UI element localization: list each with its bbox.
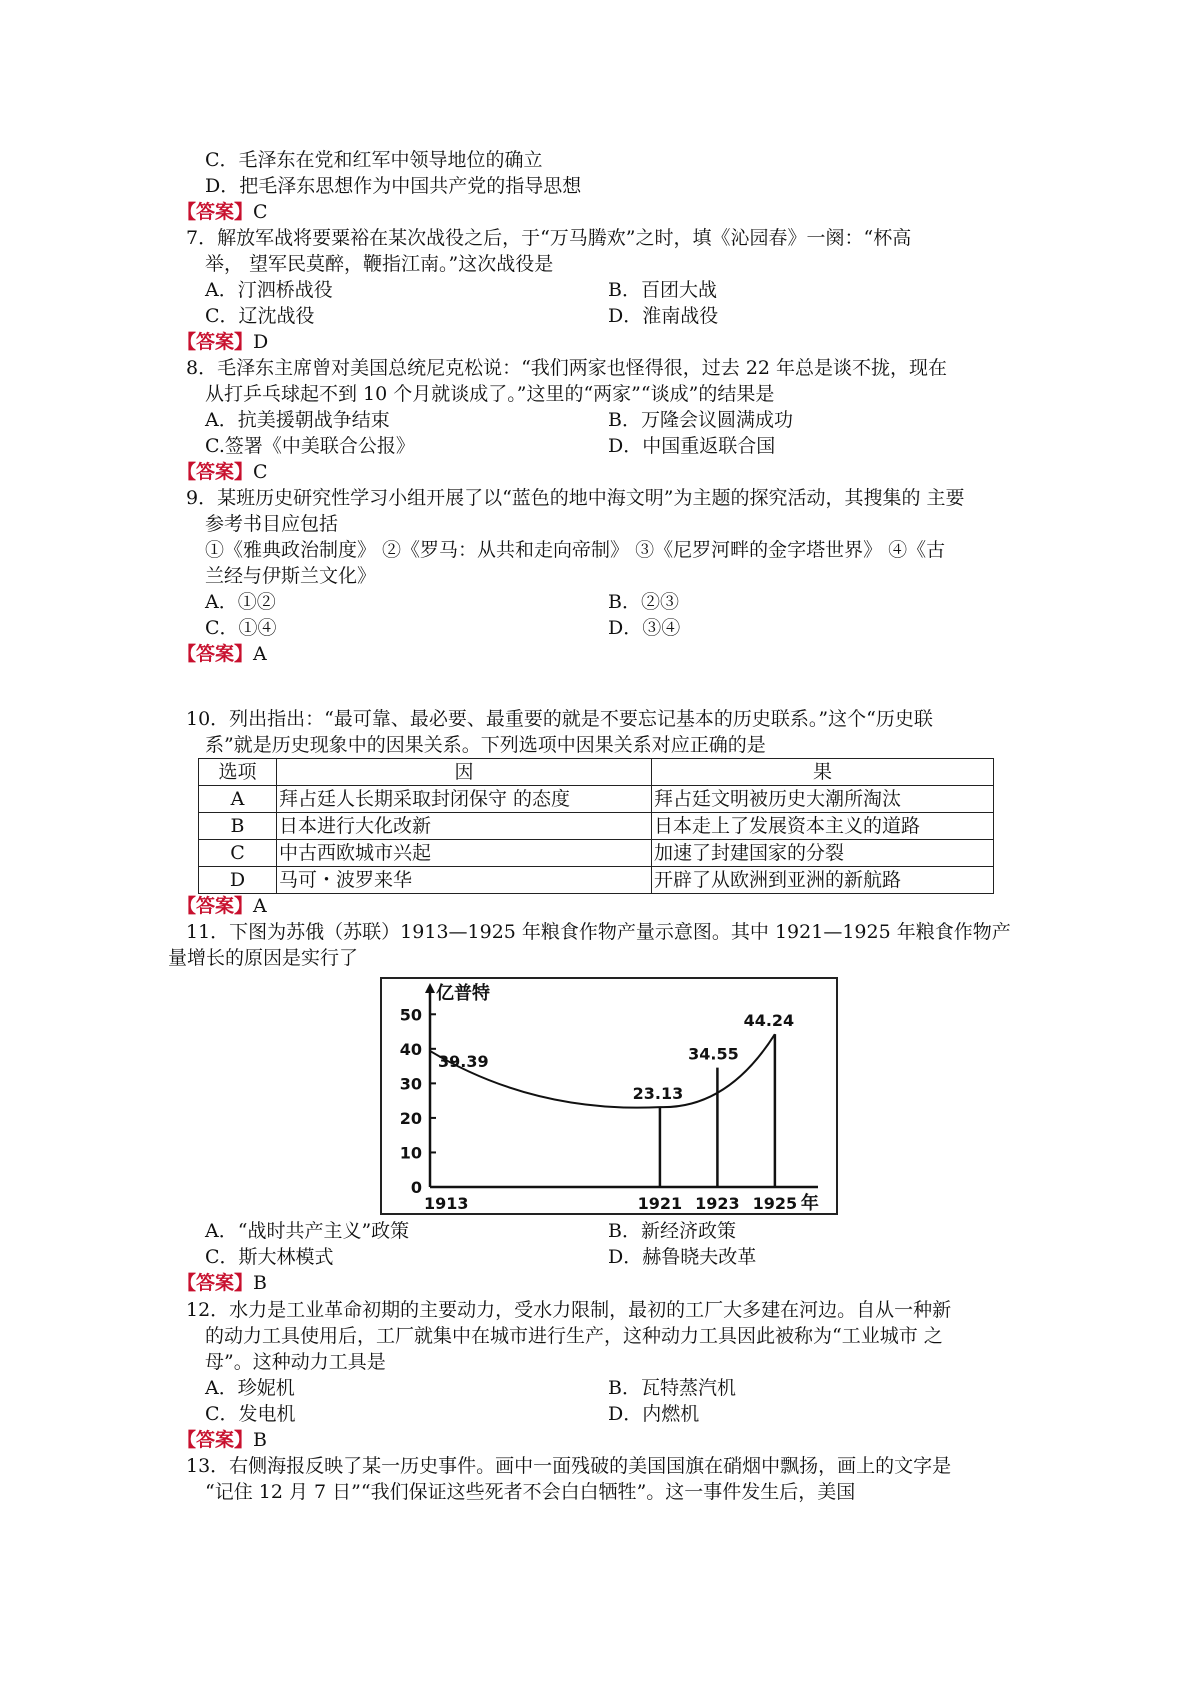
q12-option-c: C．发电机 — [205, 1403, 296, 1425]
q12-answer: 【答案】B — [177, 1429, 267, 1451]
table-cell-option: C — [199, 840, 277, 867]
q11-stem-line-2: 量增长的原因是实行了 — [168, 947, 359, 969]
x-tick-label: 1925 — [752, 1194, 798, 1213]
q6-option-d: D．把毛泽东思想作为中国共产党的指导思想 — [205, 175, 582, 197]
table-header-effect: 果 — [652, 759, 994, 786]
table-cell-cause: 马可・波罗来华 — [277, 867, 652, 894]
q11-option-b: B．新经济政策 — [608, 1220, 736, 1242]
x-tick-label: 1913 — [424, 1194, 469, 1213]
y-tick-label: 20 — [399, 1108, 422, 1128]
q12-option-d: D．内燃机 — [608, 1403, 700, 1425]
q11-option-d: D．赫鲁晓夫改革 — [608, 1246, 757, 1268]
q7-option-b: B．百团大战 — [608, 279, 717, 301]
table-cell-cause: 拜占廷人长期采取封闭保守 的态度 — [277, 786, 652, 813]
table-cell-option: A — [199, 786, 277, 813]
q7-option-a: A．汀泗桥战役 — [205, 279, 333, 301]
q10-stem-line-1: 10．列出指出：“最可靠、最必要、最重要的就是不要忘记基本的历史联系。”这个“历史联 — [186, 708, 933, 730]
table-cell-effect: 开辟了从欧洲到亚洲的新航路 — [652, 867, 994, 894]
q11-option-a: A．“战时共产主义”政策 — [205, 1220, 410, 1242]
x-axis-label: 年 — [800, 1193, 819, 1213]
q12-stem-line-3: 母”。这种动力工具是 — [205, 1351, 386, 1373]
q9-stem-line-2: 参考书目应包括 — [205, 513, 339, 535]
q9-option-c: C．①④ — [205, 617, 277, 639]
x-tick-label: 1923 — [695, 1194, 740, 1213]
q10-answer: 【答案】A — [177, 895, 267, 917]
q12-option-b: B．瓦特蒸汽机 — [608, 1377, 736, 1399]
q11-answer: 【答案】B — [177, 1272, 267, 1294]
y-tick-label: 0 — [410, 1178, 422, 1197]
data-label: 44.24 — [743, 1011, 795, 1031]
q13-stem-line-2: “记住 12 月 7 日”“我们保证这些死者不会白白牺牲”。这一事件发生后，美国 — [205, 1481, 856, 1503]
q8-answer: 【答案】C — [177, 461, 268, 483]
q7-answer: 【答案】D — [177, 331, 269, 353]
q7-option-c: C．辽沈战役 — [205, 305, 315, 327]
x-tick-label: 1921 — [637, 1194, 683, 1213]
q9-stem-line-4: 兰经与伊斯兰文化》 — [205, 565, 377, 587]
data-label: 23.13 — [632, 1084, 684, 1104]
q11-stem-line-1: 11．下图为苏俄（苏联）1913—1925 年粮食作物产量示意图。其中 1921—1925 年粮食作物产 — [186, 921, 1011, 943]
q9-option-b: B．②③ — [608, 591, 679, 613]
q8-stem-line-2: 从打乒乓球起不到 10 个月就谈成了。”这里的“两家”“谈成”的结果是 — [205, 383, 775, 405]
table-header-option: 选项 — [199, 759, 277, 786]
q11-option-c: C．斯大林模式 — [205, 1246, 334, 1268]
q6-option-c: C．毛泽东在党和红军中领导地位的确立 — [205, 149, 543, 171]
q8-stem-line-1: 8．毛泽东主席曾对美国总统尼克松说：“我们两家也怪得很，过去 22 年总是谈不拢，现在 — [186, 357, 948, 379]
q9-option-d: D．③④ — [608, 617, 681, 639]
q9-stem-line-3: ①《雅典政治制度》 ②《罗马：从共和走向帝制》 ③《尼罗河畔的金字塔世界》 ④《古 — [205, 539, 946, 561]
q9-answer: 【答案】A — [177, 643, 267, 665]
grain-output-chart — [380, 977, 838, 1215]
table-cell-option: B — [199, 813, 277, 840]
table-row — [199, 867, 994, 894]
y-tick-label: 30 — [399, 1074, 422, 1094]
q12-stem-line-1: 12．水力是工业革命初期的主要动力，受水力限制，最初的工厂大多建在河边。自从一种新 — [186, 1299, 952, 1321]
table-row — [199, 786, 994, 813]
y-axis-arrow — [425, 983, 435, 993]
table-cell-cause: 中古西欧城市兴起 — [277, 840, 652, 867]
q7-stem-line-2: 举， 望军民莫醉，鞭指江南。”这次战役是 — [205, 253, 554, 275]
table-header-row — [199, 759, 994, 786]
q12-option-a: A．珍妮机 — [205, 1377, 295, 1399]
table-cell-effect: 日本走上了发展资本主义的道路 — [652, 813, 994, 840]
table-row — [199, 840, 994, 867]
table-header-cause: 因 — [277, 759, 652, 786]
q12-stem-line-2: 的动力工具使用后，工厂就集中在城市进行生产，这种动力工具因此被称为“工业城市 之 — [205, 1325, 943, 1347]
table-row — [199, 813, 994, 840]
chart-svg — [382, 979, 836, 1213]
q8-option-c: C.签署《中美联合公报》 — [205, 435, 415, 457]
q8-option-d: D．中国重返联合国 — [608, 435, 776, 457]
q13-stem-line-1: 13．右侧海报反映了某一历史事件。画中一面残破的美国国旗在硝烟中飘扬，画上的文字是 — [186, 1455, 952, 1477]
q8-option-a: A．抗美援朝战争结束 — [205, 409, 390, 431]
cause-effect-table — [198, 758, 994, 894]
table-cell-cause: 日本进行大化改新 — [277, 813, 652, 840]
q9-stem-line-1: 9．某班历史研究性学习小组开展了以“蓝色的地中海文明”为主题的探究活动，其搜集的 主要 — [186, 487, 965, 509]
q7-stem-line-1: 7．解放军战将要粟裕在某次战役之后，于“万马腾欢”之时，填《沁园春》一阕：“杯高 — [186, 227, 912, 249]
q8-option-b: B．万隆会议圆满成功 — [608, 409, 793, 431]
q9-option-a: A．①② — [205, 591, 276, 613]
data-label: 34.55 — [688, 1044, 739, 1064]
table-cell-effect: 拜占廷文明被历史大潮所淘汰 — [652, 786, 994, 813]
table-cell-effect: 加速了封建国家的分裂 — [652, 840, 994, 867]
q7-option-d: D．淮南战役 — [608, 305, 719, 327]
y-tick-label: 10 — [399, 1143, 422, 1163]
q6-answer: 【答案】C — [177, 201, 268, 223]
y-tick-label: 40 — [399, 1039, 422, 1059]
y-axis-label: 亿普特 — [436, 983, 490, 1004]
q10-stem-line-2: 系”就是历史现象中的因果关系。下列选项中因果关系对应正确的是 — [205, 734, 766, 756]
y-tick-label: 50 — [399, 1005, 422, 1025]
table-cell-option: D — [199, 867, 277, 894]
data-label: 39.39 — [438, 1051, 489, 1071]
